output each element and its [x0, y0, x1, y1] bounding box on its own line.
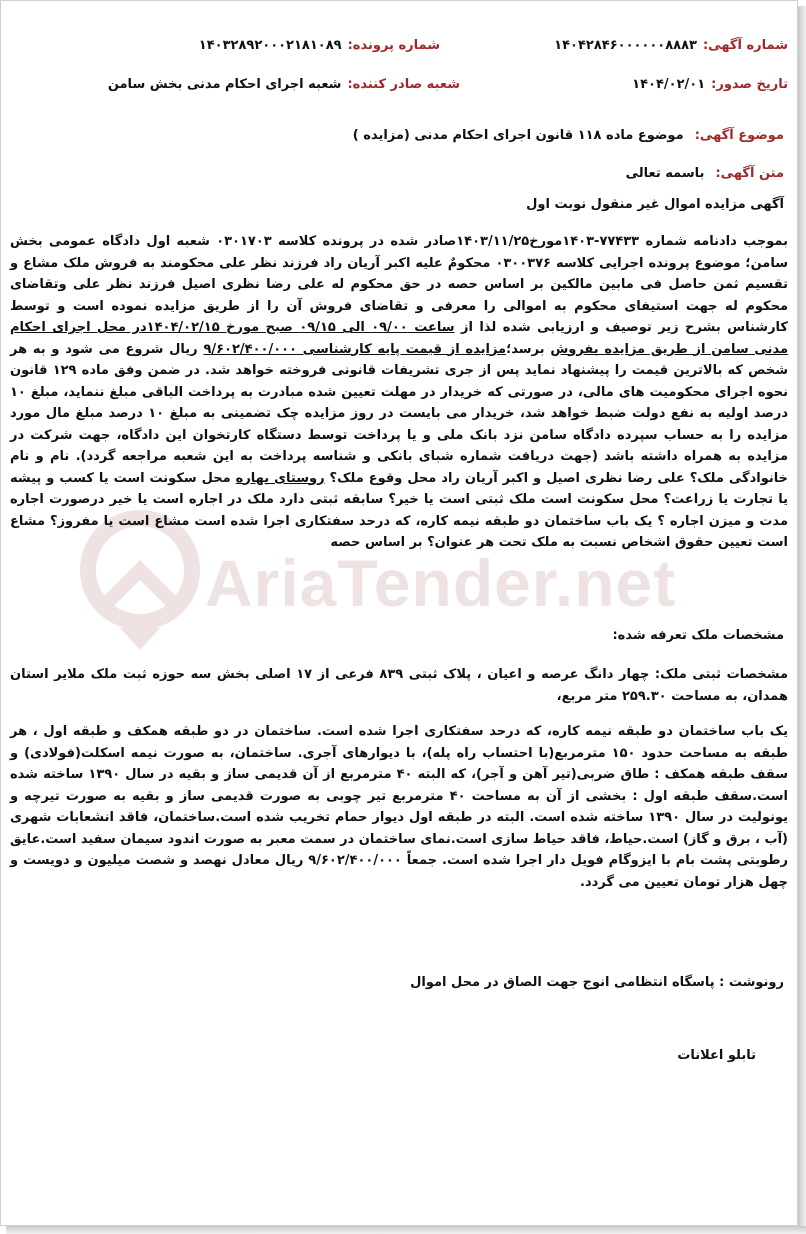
notice-board-line: تابلو اعلانات — [677, 1048, 756, 1063]
ad-text-label: متن آگهی: — [715, 166, 784, 181]
paragraph-part-4: محل سکونت است یا کسب و پیشه یا تجارت یا زراعت؟ محل سکونت است ملک ثبتی است یا خیر؟ سابقه ثبتی دارد ملک در اجاره است یا خیر درصورت اجاره مدت و میزن اجاره ؟ یک باب ساختمان دو طبقه نیمه کاره، که درحد سفتکاری اجرا شده است مشاع است یا مفروز؟ مشاع است تعیین حقوق اشخاص نسبت به ملک تحت هر عنوان؟ بر اساس حصه — [10, 470, 788, 550]
registry-specs: مشخصات ثبتی ملک: چهار دانگ عرصه و اعیان ، پلاک ثبتی ۸۳۹ فرعی از ۱۷ اصلی بخش سه حوزه ثبت ملک ملایر استان همدان، به مساحت ۲۵۹.۳۰ متر مربع، — [10, 667, 788, 704]
paragraph-part-2: برسد؛ — [506, 341, 551, 357]
ad-number-value: ۱۴۰۴۲۸۴۶۰۰۰۰۰۰۸۸۸۳ — [554, 38, 697, 53]
case-number-label: شماره پرونده: — [347, 38, 440, 53]
main-paragraph — [10, 231, 788, 554]
subject-value: موضوع ماده ۱۱۸ قانون اجرای احکام مدنی (مزایده ) — [352, 128, 684, 143]
auction-time-location: ساعت ۰۹/۰۰ الی ۰۹/۱۵ صبح مورخ ۱۴۰۴/۰۲/۱۵در محل اجرای احکام مدنی سامن از طریق مزایده بفروش — [10, 320, 789, 357]
case-number-value: ۱۴۰۳۲۸۹۲۰۰۰۲۱۸۱۰۸۹ — [198, 38, 342, 53]
subject-label: موضوع آگهی: — [694, 128, 784, 143]
page-shadow-right — [798, 6, 806, 1234]
issuer-value: شعبه اجرای احکام مدنی بخش سامن — [107, 77, 342, 92]
issue-date-label: تاریخ صدور: — [711, 77, 788, 92]
paragraph-part-1: بموجب دادنامه شماره ۷۷۴۳۳-۱۴۰۳مورخ۱۴۰۳/۱۱/۲۵صادر شده در پرونده کلاسه ۰۳۰۱۷۰۳ شعبه اول دادگاه عمومی بخش سامن؛ موضوع پرونده اجرایی کلاسه ۰۳۰۰۳۷۶ محکومٌ علیه اکبر آریان راد فرزند نظر علی محکومند به فروش ملک مشاع و تقسیم ثمن حاصل فی مابین مالکین بر اساس حصه در حق محکوم له علی رضا نظری اصیل فرزند نظر علی وتقاضای محکوم له جهت استیفای محکوم به اموالی را معرفی و تقاضای فروش آن را از طریق مزایده نموده است و توسط کارشناس بشرح زیر توصیف و ارزیابی شده لذا از — [10, 234, 788, 335]
paragraph-part-3: ریال شروع می شود و به هر شخص که بالاترین قیمت را پیشنهاد نماید پس از جری تشریفات قانونی فروخته خواهد شد. در ضمن وفق ماده ۱۲۹ قانون نحوه اجرای محکومیت های مالی، در صورتی که خریدار در مهلت تعیین شده مبادرت به پرداخت الباقی مبلغ ننماید، مبلغ ۱۰ درصد اولیه به نفع دولت ضبط خواهد شد، خریدار می بایست در روز مزایده چک تضمینی به مبلغ ۱۰ درصد مبلغ مال مورد مزایده را به حساب سپرده دادگاه سامن نزد بانک ملی و یا پرداخت توسط دستگاه کارتخوان این دادگاه، جهت شرکت در مزایده به همراه داشته باشد (جهت دریافت شماره شبای بانکی و شناسه پرداخت به این شعبه مراجعه گردد). نام و نام خانوادگی ملک؟ علی رضا نظری اصیل و اکبر آریان راد محل وقوع ملک؟ — [10, 341, 788, 486]
issuer-label: شعبه صادر کننده: — [347, 77, 460, 92]
building-description: یک باب ساختمان دو طبقه نیمه کاره، که درحد سفتکاری اجرا شده است. ساختمان در دو طبقه همکف و طبقه اول ، هر طبقه به مساحت حدود ۱۵۰ مترمربع(با احتساب راه پله)، با دیوارهای آجری. ساختمان، به صورت نیمه اسکلت(فولادی) و سقف طبقه همکف : طاق ضربی(تیر آهن و آجر)، که البته ۴۰ مترمربع از آن قدیمی ساز و بقیه در سال ۱۳۹۰ ساخته شده است.سقف طبقه اول : بخشی از آن به مساحت ۴۰ مترمربع تیر چوبی به صورت قدیمی ساز و بقیه به صورت تیرچه و یونولیت در سال ۱۳۹۰ ساخته شده است. البته در طبقه اول دیوار حمام تخریب شده است.ساختمان، فاقد انشعابات شهری (آب ، برق و گاز) است.حیاط، فاقد حیاط سازی است.نمای ساختمان در سمت معبر به صورت اندود سیمان سفید است.عایق رطوبتی پشت بام با ایزوگام فویل دار اجرا شده است. جمعاً ۹/۶۰۲/۴۰۰/۰۰۰ ریال معادل نهصد و شصت میلیون و دویست و چهل هزار تومان تعیین می گردد. — [10, 724, 789, 890]
issue-date — [632, 77, 788, 92]
ad-text-value: باسمه تعالی — [625, 166, 705, 181]
case-number — [199, 38, 440, 53]
issuer — [108, 77, 460, 92]
specs-heading: مشخصات ملک تعرفه شده: — [612, 628, 784, 643]
subject-row — [14, 124, 784, 143]
ad-number — [554, 38, 788, 53]
ad-text-row — [14, 162, 784, 181]
property-location: روستای بهاره — [235, 470, 325, 486]
ad-number-label: شماره آگهی: — [702, 38, 788, 53]
base-price: مزایده از قیمت پایه کارشناسی ۹/۶۰۲/۴۰۰/۰۰۰ — [203, 341, 507, 357]
cc-line: رونوشت : پاسگاه انتظامی انوج جهت الصاق در محل اموال — [410, 975, 784, 990]
notice-title: آگهی مزایده اموال غیر منقول نوبت اول — [526, 197, 784, 212]
issue-date-value: ۱۴۰۴/۰۲/۰۱ — [632, 77, 706, 92]
page-shadow-bottom — [6, 1226, 806, 1234]
